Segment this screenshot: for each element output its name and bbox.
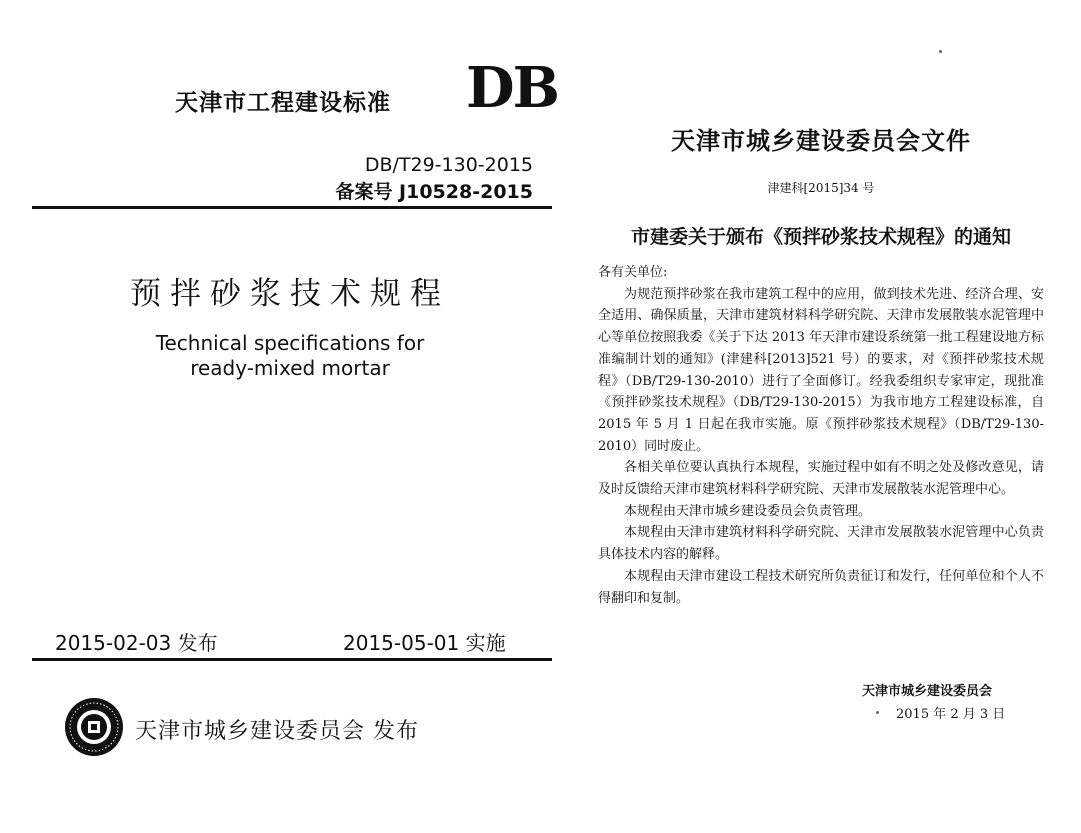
record-number: 备案号 J10528-2015: [335, 181, 533, 203]
body-paragraph: 本规程由天津市建设工程技术研究所负责征订和发行，任何单位和个人不得翻印和复制。: [598, 568, 1044, 606]
cover-title-en-line2: ready-mixed mortar: [190, 356, 390, 380]
standard-code: DB/T29-130-2015: [364, 154, 533, 176]
notice-body: [598, 262, 1044, 609]
salutation: 各有关单位:: [598, 265, 668, 280]
standard-type: 天津市工程建设标准: [175, 90, 391, 116]
body-paragraph: 本规程由天津市建筑材料科学研究院、天津市发展散装水泥管理中心负责具体技术内容的解释。: [598, 525, 1044, 563]
signature-date: 2015 年 2 月 3 日: [896, 707, 1006, 722]
cover-title-cn: 预拌砂浆技术规程: [130, 276, 450, 312]
signature-org: 天津市城乡建设委员会: [862, 684, 993, 699]
body-paragraph: 本规程由天津市城乡建设委员会负责管理。: [624, 503, 872, 519]
scan-speck: [939, 50, 942, 53]
document-number: 津建科[2015]34 号: [767, 181, 875, 195]
body-paragraph: 为规范预拌砂浆在我市建筑工程中的应用，做到技术先进、经济合理、安全适用、确保质量，天津市建筑材料科学研究院、天津市发展散装水泥管理中心等单位按照我委《关于下达 2013 年天津市建设系统第一批工程建设地方标准编制计划的通知》(津建科[2013]521 号）的要求，对《预拌砂浆技术规程》（DB/T29-130-2010）进行了全面修订。经我委组织专家审定，现批准《预拌砂浆技术规程》（DB/T29-130-2015）为我市地方工程建设标准，自 2015 年 5 月 1 日起在我市实施。原《预拌砂浆技术规程》（DB/T29-130-2010）同时废止。: [598, 286, 1044, 454]
issue-date: 2015-02-03 发布: [55, 631, 218, 655]
emblem-seal-icon: [64, 697, 124, 757]
scan-speck: [876, 711, 879, 714]
implement-date: 2015-05-01 实施: [343, 631, 506, 655]
bottom-divider: [32, 658, 552, 661]
document-header: 天津市城乡建设委员会文件: [671, 126, 971, 155]
top-divider: [32, 206, 552, 209]
cover-title-en: [20, 331, 560, 381]
cover-title-en-line1: Technical specifications for: [155, 331, 425, 355]
notice-title: 市建委关于颁布《预拌砂浆技术规程》的通知: [630, 226, 1011, 248]
db-logo: DB: [466, 55, 558, 121]
publisher: 天津市城乡建设委员会 发布: [135, 719, 419, 744]
body-paragraph: 各相关单位要认真执行本规程，实施过程中如有不明之处及修改意见，请及时反馈给天津市建筑材料科学研究院、天津市发展散装水泥管理中心。: [598, 460, 1044, 498]
